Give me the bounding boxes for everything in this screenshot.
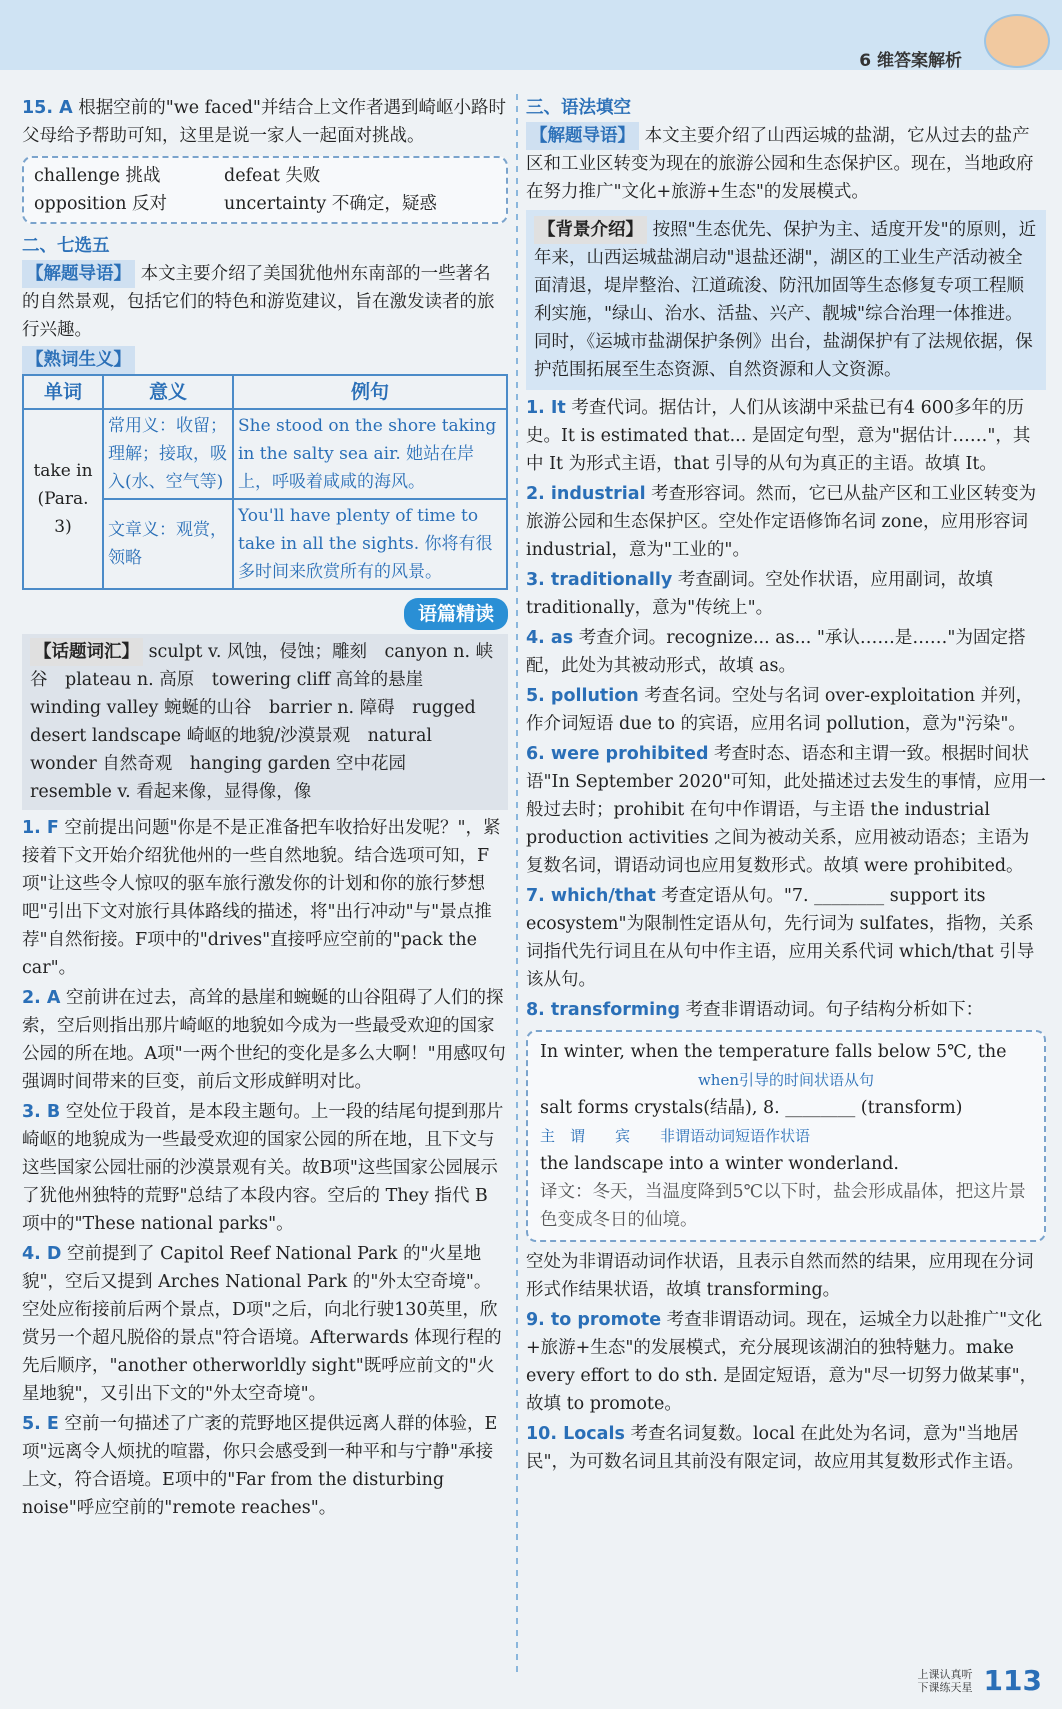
analysis-translation: 译文：冬天，当温度降到5℃以下时，盐会形成晶体，把这片景色变成冬日的仙境。 — [540, 1182, 1026, 1230]
answer-item: 9. to promote 考查非谓语动词。现在，运城全力以赴推广"文化+旅游+生态"的发展模式，充分展现该湖泊的独特魅力。make every effort to do sth. 是固定短语，意为"尽一切努力做某事"，故填 to promote。 — [526, 1310, 1043, 1414]
vocab-item: opposition 反对 — [34, 194, 168, 214]
column-divider — [516, 94, 518, 1674]
left-column — [22, 94, 508, 1524]
answer-item: 6. were prohibited 考查时态、语态和主谓一致。根据时间状语"In September 2020"可知，此处描述过去发生的事情，应用一般过去时；prohibit 在句中作谓语，与主语 the industrial production activities 之间为被动关系，应用被动语态；主语为复数名词，谓语动词也应用复数形式。故填 were prohibited。 — [526, 744, 1046, 876]
analysis-note: 主 谓 宾 非谓语动词短语作状语 — [540, 1127, 811, 1145]
header-title: 6 维答案解析 — [859, 51, 962, 71]
answer-item: 4. D 空前提到了 Capitol Reef National Park 的"火星地貌"，空后又提到 Arches National Park 的"外太空奇境"。空处应衔接前后两个景点，D项"之后，向北行驶130英里，欣赏另一个超凡脱俗的景点"符合语境。Afterwards 体现行程的先后顺序，"another otherworldly sight"既呼应前文的"火星地貌"，又引出下文的"外太空奇境"。 — [22, 1244, 502, 1404]
table-header: 例句 — [233, 375, 507, 409]
footer-slogan: 上课认真听 下课练天星 — [917, 1667, 973, 1694]
vocab-item: challenge 挑战 — [34, 166, 161, 186]
answer-item: 2. industrial 考查形容词。然而，它已从盐产区和工业区转变为旅游公园和生态保护区。空处作定语修饰名词 zone，应用形容词 industrial，意为"工业的"。 — [526, 484, 1037, 560]
mascot-logo-icon — [984, 14, 1050, 68]
analysis-line: In winter, when the temperature falls below 5℃, the — [540, 1042, 1007, 1062]
vocab-item: uncertainty 不确定，疑惑 — [224, 194, 437, 214]
answer-item: 1. F 空前提出问题"你是不是正准备把车收拾好出发呢？"，紧接着下文开始介绍犹他州的一些自然地貌。结合选项可知，F项"让这些令人惊叹的驱车旅行激发你的计划和你的旅行梦想吧"引出下文对旅行具体路线的描述，将"出行冲动"与"景点推荐"自然衔接。F项中的"drives"直接呼应空前的"pack the car"。 — [22, 818, 501, 978]
answer-item: 5. E 空前一句描述了广袤的荒野地区提供远离人群的体验，E项"远离令人烦扰的喧嚣，你只会感受到一种平和与宁静"承接上文，符合语境。E项中的"Far from the disturbing noise"呼应空前的"remote reaches"。 — [22, 1414, 498, 1518]
answer-q15: 15. A 根据空前的"we faced"并结合上文作者遇到崎岖小路时父母给予帮助可知，这里是说一家人一起面对挑战。 — [22, 98, 506, 146]
answer-item: 8. transforming 考查非谓语动词。句子结构分析如下： — [526, 1000, 984, 1020]
vocab-table — [22, 374, 508, 590]
answer-item: 3. B 空处位于段首，是本段主题句。上一段的结尾句提到那片崎岖的地貌成为一些最受欢迎的国家公园的所在地，且下文与这些国家公园壮丽的沙漠景观有关。故B项"这些国家公园展示了犹他州独特的荒野"总结了本段内容。空后的 They 指代 B 项中的"These national parks"。 — [22, 1102, 504, 1234]
table-example: She stood on the shore taking in the salty sea air. 她站在岸上，呼吸着咸咸的海风。 — [233, 409, 507, 499]
top-banner — [0, 0, 1062, 70]
table-example: You'll have plenty of time to take in all the sights. 你将有很多时间来欣赏所有的风景。 — [233, 499, 507, 589]
familiar-title: 【熟词生义】 — [22, 346, 508, 374]
reading-ribbon: 语篇精读 — [22, 598, 508, 630]
guide-paragraph: 【解题导语】 本文主要介绍了美国犹他州东南部的一些著名的自然景观，包括它们的特色和游览建议，旨在激发读者的旅行兴趣。 — [22, 260, 508, 344]
answer-item: 3. traditionally 考查副词。空处作状语，应用副词，故填 traditionally，意为"传统上"。 — [526, 570, 993, 618]
answer-item: 2. A 空前讲在过去，高耸的悬崖和蜿蜒的山谷阻碍了人们的探索，空后则指出那片崎岖的地貌如今成为一些最受欢迎的国家公园的所在地。A项"一两个世纪的变化是多么大啊！"用感叹句强调时间带来的巨变，前后文形成鲜明对比。 — [22, 988, 506, 1092]
table-meaning: 文章义：观赏，领略 — [103, 499, 233, 589]
table-meaning: 常用义：收留；理解；接取，吸入(水、空气等) — [103, 409, 233, 499]
guide-paragraph: 【解题导语】 本文主要介绍了山西运城的盐湖，它从过去的盐产区和工业区转变为现在的旅游公园和生态保护区。现在，当地政府在努力推广"文化+旅游+生态"的发展模式。 — [526, 122, 1046, 206]
vocab-item: defeat 失败 — [224, 166, 321, 186]
analysis-note: when引导的时间状语从句 — [697, 1071, 875, 1089]
right-column — [526, 94, 1046, 1478]
background-box: 【背景介绍】 按照"生态优先、保护为主、适度开发"的原则，近年来，山西运城盐湖启动"退盐还湖"，湖区的工业生产活动被全面清退，堤岸整治、江道疏浚、防汛加固等生态修复专项工程顺利实施，"绿山、治水、活盐、兴产、靓城"综合治理一体推进。同时，《运城市盐湖保护条例》出台，盐湖保护有了法规依据，保护范围拓展至生态资源、自然资源和人文资源。 — [526, 210, 1046, 390]
answer-item: 5. pollution 考查名词。空处与名词 over-exploitation 并列，作介词短语 due to 的宾语，应用名词 pollution，意为"污染"。 — [526, 686, 1034, 734]
vocab-box — [22, 156, 508, 224]
answer-item: 7. which/that 考查定语从句。"7. ________ support its ecosystem"为限制性定语从句，先行词为 sulfates，指物，关系词指代先行词且在从句中作主语，应用关系代词 which/that 引导该从句。 — [526, 886, 1035, 990]
page-footer — [917, 1664, 1042, 1697]
sentence-analysis-box — [526, 1030, 1046, 1242]
analysis-line: salt forms crystals(结晶), 8. ________ (transform) — [540, 1098, 963, 1118]
answer-item: 10. Locals 考查名词复数。local 在此处为名词，意为"当地居民"，为可数名词且其前没有限定词，故应用其复数形式作主语。 — [526, 1424, 1025, 1472]
table-header: 单词 — [23, 375, 103, 409]
section-title: 三、语法填空 — [526, 98, 631, 118]
table-header: 意义 — [103, 375, 233, 409]
section-title: 二、七选五 — [22, 236, 110, 256]
topic-vocab-box: 【话题词汇】 sculpt v. 风蚀，侵蚀；雕刻 canyon n. 峡谷 plateau n. 高原 towering cliff 高耸的悬崖 winding valley 蜿蜒的山谷 barrier n. 障碍 rugged desert landscape 崎岖的地貌/沙漠景观 natural wonder 自然奇观 hanging garden 空中花园 resemble v. 看起来像，显得像，像 — [22, 634, 508, 810]
table-word: take in (Para. 3) — [23, 409, 103, 589]
answer-item: 4. as 考查介词。recognize... as... "承认……是……"为固定搭配，此处为其被动形式，故填 as。 — [526, 628, 1026, 676]
analysis-line: the landscape into a winter wonderland. — [540, 1154, 899, 1174]
answer-item: 1. It 考查代词。据估计，人们从该湖中采盐已有4 600多年的历史。It is estimated that... 是固定句型，意为"据估计……"，其中 It 为形式主语，that 引导的从句为真正的主语。故填 It。 — [526, 398, 1031, 474]
answer-item: 空处为非谓语动词作状语，且表示自然而然的结果，应用现在分词形式作结果状语，故填 transforming。 — [526, 1252, 1034, 1300]
page-number: 113 — [983, 1664, 1042, 1697]
